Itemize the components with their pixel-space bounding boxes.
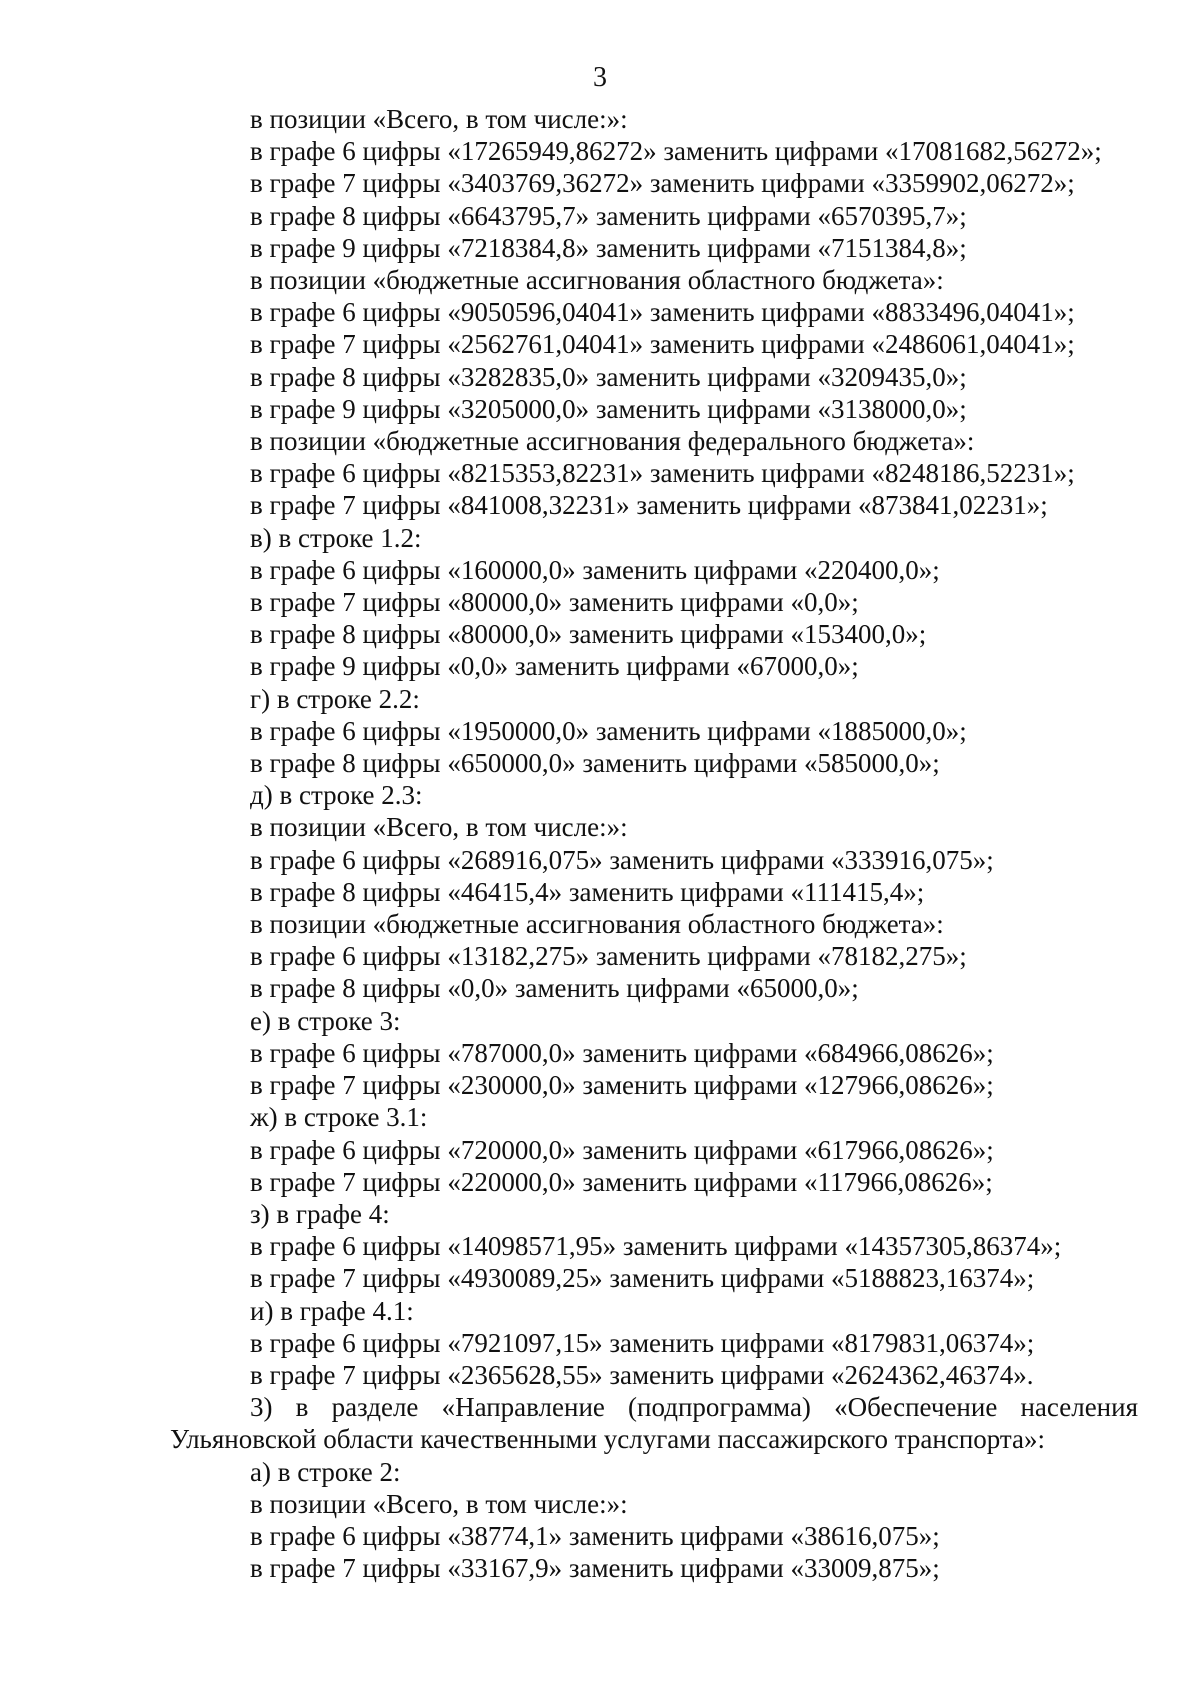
text-line: в позиции «бюджетные ассигнования областного бюджета»: <box>250 909 944 940</box>
text-line: в графе 6 цифры «38774,1» заменить цифрами «38616,075»; <box>250 1520 940 1551</box>
text-line: в графе 8 цифры «80000,0» заменить цифрами «153400,0»; <box>250 619 927 650</box>
text-line: в графе 6 цифры «7921097,15» заменить цифрами «8179831,06374»; <box>250 1327 1035 1358</box>
text-line: в позиции «Всего, в том числе:»: <box>250 104 628 134</box>
text-line: в графе 6 цифры «17265949,86272» заменить цифрами «17081682,56272»; <box>250 136 1102 167</box>
text-line: в графе 6 цифры «1950000,0» заменить цифрами «1885000,0»; <box>250 715 967 746</box>
text-line: в позиции «бюджетные ассигнования областного бюджета»: <box>250 265 944 296</box>
text-line: в позиции «Всего, в том числе:»: <box>250 1488 628 1519</box>
text-line: в графе 6 цифры «9050596,04041» заменить цифрами «8833496,04041»; <box>250 297 1075 328</box>
text-line: в графе 8 цифры «46415,4» заменить цифрами «111415,4»; <box>250 876 925 907</box>
text-line: в графе 6 цифры «160000,0» заменить цифрами «220400,0»; <box>250 554 940 585</box>
text-line: а) в строке 2: <box>250 1456 401 1487</box>
text-line: д) в строке 2.3: <box>250 780 423 811</box>
text-line: ж) в строке 3.1: <box>250 1102 428 1133</box>
text-line: в графе 7 цифры «33167,9» заменить цифрами «33009,875»; <box>250 1553 940 1584</box>
text-line: в графе 8 цифры «6643795,7» заменить цифрами «6570395,7»; <box>250 200 967 231</box>
text-line: в графе 6 цифры «14098571,95» заменить цифрами «14357305,86374»; <box>250 1231 1062 1262</box>
text-line: в графе 7 цифры «230000,0» заменить цифрами «127966,08626»; <box>250 1070 994 1101</box>
page-number: 3 <box>593 62 607 93</box>
text-line: в графе 7 цифры «841008,32231» заменить цифрами «873841,02231»; <box>250 490 1048 521</box>
text-line: в графе 7 цифры «2562761,04041» заменить цифрами «2486061,04041»; <box>250 329 1075 360</box>
text-line: г) в строке 2.2: <box>250 683 420 714</box>
text-line: в графе 8 цифры «3282835,0» заменить цифрами «3209435,0»; <box>250 361 967 392</box>
text-line: в) в строке 1.2: <box>250 522 422 553</box>
text-line: и) в графе 4.1: <box>250 1295 414 1326</box>
document-body <box>170 103 1138 1584</box>
text-line: в графе 7 цифры «220000,0» заменить цифрами «117966,08626»; <box>250 1166 993 1197</box>
text-line: в позиции «бюджетные ассигнования федерального бюджета»: <box>250 426 975 457</box>
text-line: в позиции «Всего, в том числе:»: <box>250 812 628 843</box>
text-line: в графе 6 цифры «8215353,82231» заменить цифрами «8248186,52231»; <box>250 458 1075 489</box>
text-line: в графе 8 цифры «650000,0» заменить цифрами «585000,0»; <box>250 748 940 779</box>
text-line: в графе 7 цифры «3403769,36272» заменить цифрами «3359902,06272»; <box>250 168 1075 199</box>
text-line: в графе 6 цифры «787000,0» заменить цифрами «684966,08626»; <box>250 1037 994 1068</box>
text-line: в графе 8 цифры «0,0» заменить цифрами «65000,0»; <box>250 973 859 1004</box>
text-line: в графе 9 цифры «7218384,8» заменить цифрами «7151384,8»; <box>250 232 967 263</box>
text-line: в графе 6 цифры «268916,075» заменить цифрами «333916,075»; <box>250 844 994 875</box>
text-line: е) в строке 3: <box>250 1005 401 1036</box>
text-line: в графе 7 цифры «4930089,25» заменить цифрами «5188823,16374»; <box>250 1263 1035 1294</box>
text-line: в графе 9 цифры «0,0» заменить цифрами «67000,0»; <box>250 651 859 682</box>
section-3-heading-line: 3) в разделе «Направление (подпрограмма) «Обеспечение населения <box>250 1392 1138 1423</box>
text-line: в графе 6 цифры «13182,275» заменить цифрами «78182,275»; <box>250 941 967 972</box>
section-3-heading-continuation: Ульяновской области качественными услугами пассажирского транспорта»: <box>170 1424 1046 1455</box>
text-line: в графе 7 цифры «80000,0» заменить цифрами «0,0»; <box>250 587 859 618</box>
text-line: в графе 7 цифры «2365628,55» заменить цифрами «2624362,46374». <box>250 1359 1034 1390</box>
text-line: з) в графе 4: <box>250 1198 390 1229</box>
text-line: в графе 6 цифры «720000,0» заменить цифрами «617966,08626»; <box>250 1134 994 1165</box>
text-line: в графе 9 цифры «3205000,0» заменить цифрами «3138000,0»; <box>250 393 967 424</box>
